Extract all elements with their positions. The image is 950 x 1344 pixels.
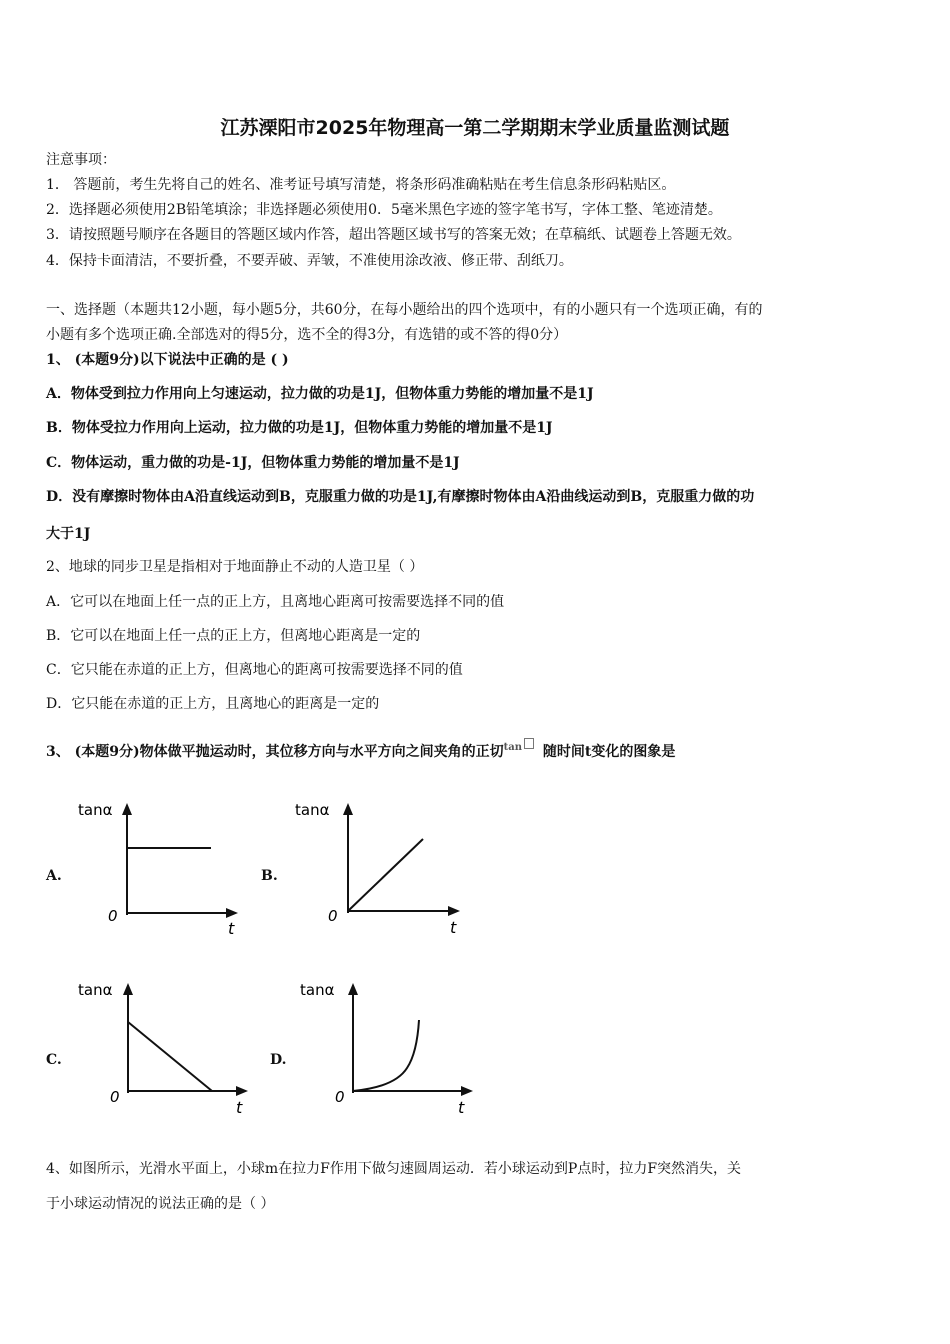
graph-d bbox=[295, 975, 475, 1120]
graph-b-xlabel: t bbox=[450, 918, 457, 937]
graph-d-origin: 0 bbox=[335, 1088, 345, 1106]
section-heading-line-1: 一、选择题（本题共12小题，每小题5分，共60分，在每小题给出的四个选项中，有的小题只有一个选项正确，有的 bbox=[46, 302, 763, 318]
graph-d-xlabel: t bbox=[458, 1098, 465, 1117]
q1-option-c: C．物体运动，重力做的功是-1J，但物体重力势能的增加量不是1J bbox=[46, 455, 460, 471]
graph-a-ylabel: tanα bbox=[78, 801, 113, 819]
graph-a-xlabel: t bbox=[228, 919, 235, 938]
graph-b-ylabel: tanα bbox=[295, 801, 330, 819]
q1-stem: 1、 (本题9分)以下说法中正确的是 ( ) bbox=[46, 352, 289, 368]
graph-b-y-arrow bbox=[343, 803, 353, 815]
graph-c-x-arrow bbox=[236, 1086, 248, 1096]
q2-stem: 2、地球的同步卫星是指相对于地面静止不动的人造卫星（ ） bbox=[46, 559, 424, 575]
notice-heading: 注意事项： bbox=[46, 152, 116, 168]
q3-label-c: C. bbox=[46, 1052, 62, 1068]
graph-d-y-arrow bbox=[348, 983, 358, 995]
q3-stem-text-a: 3、 (本题9分)物体做平抛运动时，其位移方向与水平方向之间夹角的正切 bbox=[46, 744, 504, 760]
q2-option-b: B．它可以在地面上任一点的正上方，但离地心距离是一定的 bbox=[46, 628, 421, 644]
graph-c-xlabel: t bbox=[236, 1098, 243, 1117]
graph-c bbox=[70, 975, 250, 1120]
notice-item-1: 1． 答题前，考生先将自己的姓名、准考证号填写清楚，将条形码准确粘贴在考生信息条形码粘贴区。 bbox=[46, 177, 676, 193]
q4-stem-line-1: 4、如图所示，光滑水平面上，小球m在拉力F作用下做匀速圆周运动．若小球运动到P点时，拉力F突然消失，关 bbox=[46, 1161, 742, 1177]
q1-option-d-line-1: D．没有摩擦时物体由A沿直线运动到B，克服重力做的功是1J,有摩擦时物体由A沿曲线运动到B，克服重力做的功 bbox=[46, 489, 755, 505]
graph-d-curve bbox=[353, 1020, 419, 1091]
graph-a-origin: 0 bbox=[108, 907, 118, 925]
formula-placeholder-icon bbox=[524, 738, 534, 749]
graph-c-ylabel: tanα bbox=[78, 981, 113, 999]
q3-stem bbox=[46, 742, 675, 764]
q3-inline-formula-text: tan bbox=[503, 742, 522, 753]
q2-option-a: A．它可以在地面上任一点的正上方，且离地心距离可按需要选择不同的值 bbox=[46, 594, 505, 610]
q3-label-b: B. bbox=[261, 868, 278, 884]
q4-stem-line-2: 于小球运动情况的说法正确的是（ ） bbox=[46, 1196, 275, 1212]
q1-option-b: B．物体受拉力作用向上运动，拉力做的功是1J，但物体重力势能的增加量不是1J bbox=[46, 420, 553, 436]
page-title: 江苏溧阳市2025年物理高一第二学期期末学业质量监测试题 bbox=[220, 117, 730, 139]
q3-inline-formula bbox=[504, 742, 534, 753]
graph-d-x-arrow bbox=[461, 1086, 473, 1096]
notice-item-4: 4．保持卡面清洁，不要折叠，不要弄破、弄皱，不准使用涂改液、修正带、刮纸刀。 bbox=[46, 253, 573, 269]
q3-stem-text-b: 随时间t变化的图象是 bbox=[542, 744, 676, 760]
notice-item-2: 2．选择题必须使用2B铅笔填涂；非选择题必须使用0．5毫米黑色字迹的签字笔书写，字体工整、笔迹清楚。 bbox=[46, 202, 722, 218]
section-heading-line-2: 小题有多个选项正确.全部选对的得5分，选不全的得3分，有选错的或不答的得0分） bbox=[46, 327, 568, 343]
notice-item-3: 3．请按照题号顺序在各题目的答题区域内作答，超出答题区域书写的答案无效；在草稿纸、试题卷上答题无效。 bbox=[46, 227, 741, 243]
graph-b-x-arrow bbox=[448, 906, 460, 916]
q3-label-a: A. bbox=[46, 868, 62, 884]
graph-a bbox=[70, 795, 240, 940]
q2-option-d: D．它只能在赤道的正上方，且离地心的距离是一定的 bbox=[46, 696, 380, 712]
q1-option-a: A．物体受到拉力作用向上匀速运动，拉力做的功是1J，但物体重力势能的增加量不是1J bbox=[46, 386, 594, 402]
q2-option-c: C．它只能在赤道的正上方，但离地心的距离可按需要选择不同的值 bbox=[46, 662, 463, 678]
graph-d-ylabel: tanα bbox=[300, 981, 335, 999]
graph-c-origin: 0 bbox=[110, 1088, 120, 1106]
graph-b bbox=[290, 795, 465, 940]
q3-label-d: D. bbox=[270, 1052, 287, 1068]
graph-c-curve bbox=[128, 1022, 212, 1091]
q1-option-d-line-2: 大于1J bbox=[46, 526, 91, 542]
graph-c-y-arrow bbox=[123, 983, 133, 995]
graph-a-x-arrow bbox=[226, 908, 238, 918]
graph-b-origin: 0 bbox=[328, 907, 338, 925]
graph-b-curve bbox=[348, 839, 423, 911]
graph-a-y-arrow bbox=[122, 803, 132, 815]
